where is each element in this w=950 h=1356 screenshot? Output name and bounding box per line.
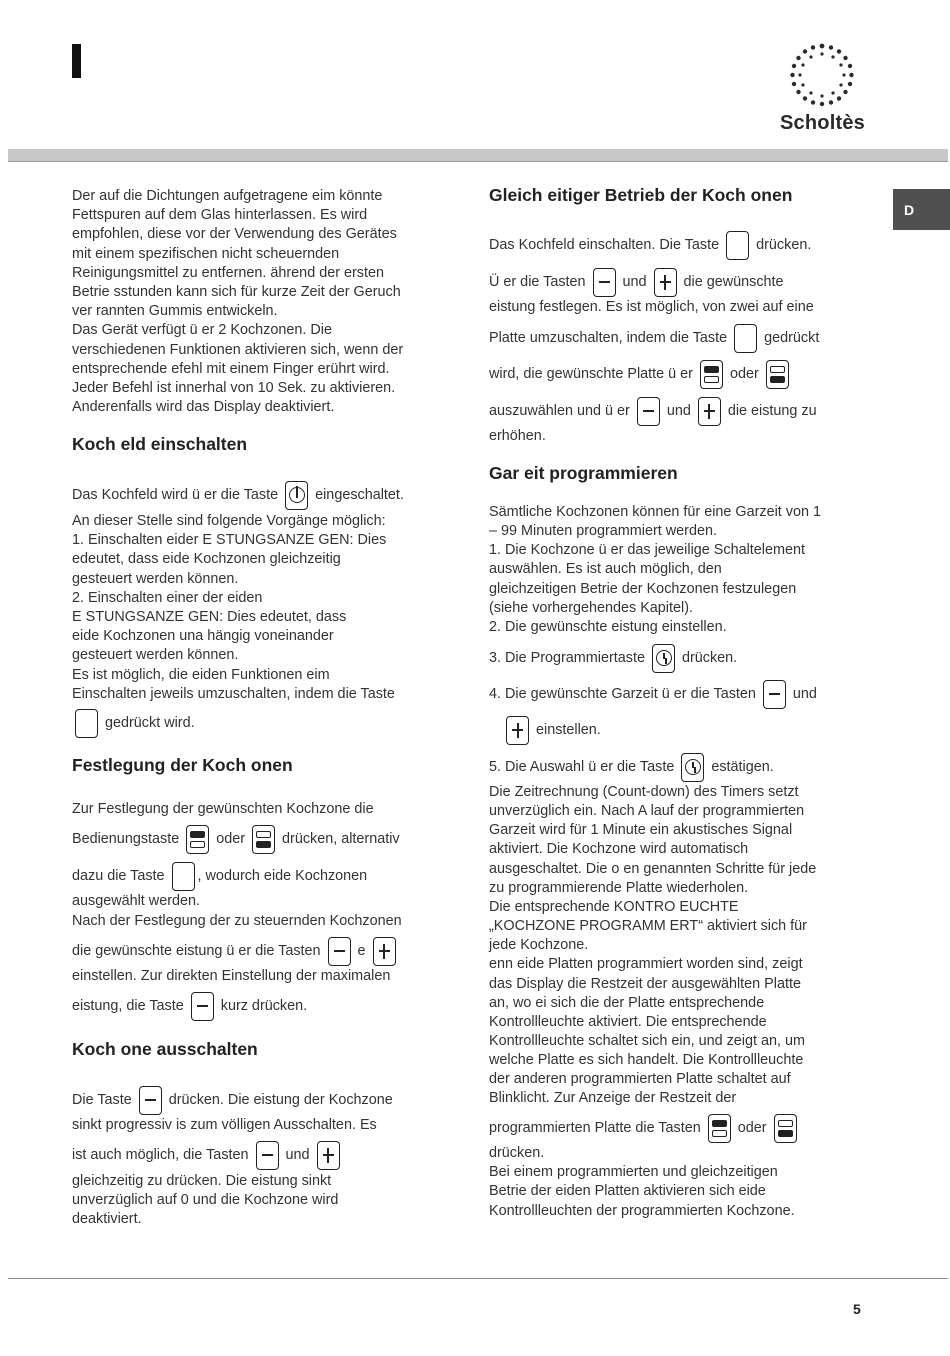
text: oder xyxy=(737,1120,767,1136)
text-line: gesteuert werden können. xyxy=(72,647,239,664)
text-line: Einschalten jeweils umzuschalten, indem die Taste xyxy=(72,685,395,702)
text-line: Die entsprechende KONTRO EUCHTE xyxy=(489,898,739,915)
line-minus-plus-r xyxy=(489,266,784,298)
minus-key-icon xyxy=(637,397,660,426)
text: erhöhen. xyxy=(489,428,546,444)
zone-front-key-icon xyxy=(186,825,209,854)
text: Das Kochfeld wird ü er die Taste xyxy=(72,487,279,503)
text: dazu die Taste xyxy=(72,868,165,884)
plus-key-icon xyxy=(506,716,529,745)
minus-key-icon xyxy=(256,1141,279,1170)
zone-front-key-icon xyxy=(700,360,723,389)
text: auswählen. Es ist auch möglich, den xyxy=(489,561,722,577)
footer-rule xyxy=(8,1278,948,1279)
text: 3. Die Programmiertaste xyxy=(489,650,645,666)
text-line: An dieser Stelle sind folgende Vorgänge möglich: xyxy=(72,513,386,529)
heading-gleichzeitiger-betrieb: Gleich eitiger Betrieb der Koch onen xyxy=(489,185,793,205)
text-line: Garzeit wird für 1 Minute ein akustisches Signal xyxy=(489,822,793,839)
text: gleichzeitigen Betrie der Kochzonen festzulegen xyxy=(489,581,797,597)
text: kurz drücken. xyxy=(220,998,308,1014)
text: Platte umzuschalten, indem die Taste xyxy=(489,330,728,346)
text-line: enn eide Platten programmiert worden sind, zeigt xyxy=(489,956,803,973)
text: und xyxy=(622,274,647,290)
section-marker xyxy=(72,44,81,78)
text: , wodurch eide Kochzonen xyxy=(197,868,368,884)
heading-festlegung: Festlegung der Koch onen xyxy=(72,755,293,775)
timer-key-icon xyxy=(681,753,704,782)
text-line: welche Platte es sich handelt. Die Kontrollleuchte xyxy=(489,1052,804,1069)
text: oder xyxy=(216,831,246,847)
text-line: Fettspuren auf dem Glas hinterlassen. Es wird xyxy=(72,207,368,224)
line-dual-key-2 xyxy=(72,860,367,892)
text: einstellen. Zur direkten Einstellung der maximalen xyxy=(72,968,391,984)
text: einstellen. xyxy=(536,722,601,738)
text-line: Bei einem programmierten und gleichzeitigen xyxy=(489,1164,778,1181)
power-key-icon xyxy=(285,481,308,510)
text: sinkt progressiv is zum völligen Ausschalten. Es xyxy=(72,1117,377,1133)
text-line: ver rannten Gummis entwickeln. xyxy=(72,303,278,320)
line-clock-confirm xyxy=(489,751,774,783)
text: Nach der Festlegung der zu steuernden Kochzonen xyxy=(72,913,402,929)
line-power-key xyxy=(72,479,404,511)
text-line: Reinigungsmittel zu entfernen. ährend der ersten xyxy=(72,264,384,281)
minus-key-icon xyxy=(593,268,616,297)
text: Bedienungstaste xyxy=(72,831,180,847)
text: wird, die gewünschte Platte ü er xyxy=(489,366,693,382)
text-line: Die Zeitrechnung (Count-down) des Timers setzt xyxy=(489,784,799,800)
text: gedrückt xyxy=(764,330,820,346)
text-line: zu programmierende Platte wiederholen. xyxy=(489,879,749,896)
text-line: E STUNGSANZE GEN: Dies edeutet, dass xyxy=(72,609,347,625)
text-line: Jeder Befehl ist innerhal von 10 Sek. zu aktivieren. xyxy=(72,380,396,396)
text: (siehe vorhergehendes Kapitel). xyxy=(489,600,693,616)
text-line: 2. Einschalten einer der eiden xyxy=(72,589,263,606)
line-select-keys xyxy=(72,823,400,855)
text-line: Es ist möglich, die eiden Funktionen eim xyxy=(72,666,330,683)
minus-key-icon xyxy=(763,680,786,709)
text: auszuwählen und ü er xyxy=(489,403,630,419)
text-line: der anderen programmierten Platte schaltet auf xyxy=(489,1071,791,1088)
text: drücken. xyxy=(756,237,812,253)
text: die gewünschte xyxy=(683,274,784,290)
line-minus-off xyxy=(72,1084,393,1116)
text-line: gesteuert werden können. xyxy=(72,570,239,587)
text-line: 1. Einschalten eider E STUNGSANZE GEN: Dies xyxy=(72,532,387,549)
text: 5. Die Auswahl ü er die Taste xyxy=(489,759,675,775)
line-minus-plus-r2 xyxy=(489,395,817,427)
text: e xyxy=(357,943,366,959)
dual-zone-key-icon xyxy=(172,862,195,891)
zone-rear-key-icon xyxy=(252,825,275,854)
line-minus-max xyxy=(72,990,307,1022)
text: drücken. Die eistung der Kochzone xyxy=(168,1092,393,1108)
text: oder xyxy=(729,366,759,382)
brand-logo xyxy=(786,40,858,112)
plus-key-icon xyxy=(654,268,677,297)
text-line: unverzüglich ein. Nach A lauf der programmierten xyxy=(489,803,805,820)
minus-key-icon xyxy=(328,937,351,966)
text-line: „KOCHZONE PROGRAMM ERT“ aktiviert sich für xyxy=(489,918,807,935)
text-line: Anderenfalls wird das Display deaktiviert. xyxy=(72,399,335,416)
zone-rear-key-icon xyxy=(774,1114,797,1143)
line-dual-key xyxy=(72,707,195,739)
line-clock-key xyxy=(489,642,737,674)
text: deaktiviert. xyxy=(72,1211,142,1227)
text-line: jede Kochzone. xyxy=(489,937,589,954)
text-line: an, wo ei sich die der Platte entsprechende xyxy=(489,994,765,1011)
text: unverzüglich auf 0 und die Kochzone wird xyxy=(72,1192,339,1208)
heading-ausschalten: Koch one ausschalten xyxy=(72,1039,258,1059)
text: 4. Die gewünschte Garzeit ü er die Tasten xyxy=(489,686,756,702)
text-line: aktiviert. Die Kochzone wird automatisch xyxy=(489,841,749,858)
minus-key-icon xyxy=(191,992,214,1021)
zone-front-key-icon xyxy=(708,1114,731,1143)
line-select-keys-timer xyxy=(489,1112,800,1144)
text-line: drücken. xyxy=(489,1145,545,1161)
header-bar xyxy=(8,149,948,162)
sun-logo-icon xyxy=(786,40,858,112)
text: die gewünschte eistung ü er die Tasten xyxy=(72,943,321,959)
text: drücken. xyxy=(681,650,738,666)
zone-rear-key-icon xyxy=(766,360,789,389)
line-minus-plus-off xyxy=(72,1139,343,1171)
text: eistung festlegen. Es ist möglich, von zwei auf eine xyxy=(489,299,814,315)
dual-zone-key-icon xyxy=(734,324,757,353)
text-line: Betrie sstunden kann sich für kurze Zeit der Geruch xyxy=(72,284,401,300)
text-line: Das Gerät verfügt ü er 2 Kochzonen. Die xyxy=(72,322,332,339)
text: eistung, die Taste xyxy=(72,998,184,1014)
text: eingeschaltet. xyxy=(315,487,404,503)
text-line: Der auf die Dichtungen aufgetragene eim könnte xyxy=(72,188,383,204)
text-line: entsprechende efehl mit einem Finger erührt wird. xyxy=(72,360,390,377)
timer-key-icon xyxy=(652,644,675,673)
text-line: Kontrollleuchte schaltet sich ein, und zeigt an, um xyxy=(489,1032,805,1049)
text: – 99 Minuten programmiert werden. xyxy=(489,523,717,539)
text-line: das Display die Restzeit der ausgewählten Platte xyxy=(489,975,801,992)
text: 2. Die gewünschte eistung einstellen. xyxy=(489,619,727,635)
text: Zur Festlegung der gewünschten Kochzone die xyxy=(72,801,374,817)
text: programmierten Platte die Tasten xyxy=(489,1120,701,1136)
text-line: ausgeschaltet. Die o en genannten Schritte für jede xyxy=(489,860,817,877)
text: gedrückt wird. xyxy=(105,715,195,731)
line-minus-time xyxy=(489,678,817,710)
page-number: 5 xyxy=(853,1301,861,1317)
text: ausgewählt werden. xyxy=(72,893,200,909)
plus-key-icon xyxy=(373,937,396,966)
line-select-keys-r xyxy=(489,358,792,390)
text: die eistung zu xyxy=(727,403,817,419)
dual-zone-key-icon xyxy=(726,231,749,260)
text: gleichzeitig zu drücken. Die eistung sinkt xyxy=(72,1173,332,1189)
plus-key-icon xyxy=(698,397,721,426)
text-line: mit einem spezifischen nicht scheuernden xyxy=(72,245,340,262)
text: Das Kochfeld einschalten. Die Taste xyxy=(489,237,720,253)
text: ist auch möglich, die Tasten xyxy=(72,1147,249,1163)
minus-key-icon xyxy=(139,1086,162,1115)
text-line: Kontrollleuchten der programmierten Kochzone. xyxy=(489,1202,795,1219)
brand-name: Scholtès xyxy=(780,112,865,134)
text: 1. Die Kochzone ü er das jeweilige Schaltelement xyxy=(489,542,805,558)
line-minus-plus xyxy=(72,935,399,967)
text-line: edeutet, dass eide Kochzonen gleichzeitig xyxy=(72,551,341,568)
heading-garzeit: Gar eit programmieren xyxy=(489,463,678,483)
text-line: eide Kochzonen una hängig voneinander xyxy=(72,628,334,645)
text: Sämtliche Kochzonen können für eine Garzeit von 1 xyxy=(489,504,821,520)
line-dual-key-r xyxy=(489,229,811,261)
language-tab: D xyxy=(893,189,950,230)
text-line: verschiedenen Funktionen aktivieren sich, wenn der xyxy=(72,341,404,358)
text-line: Betrie der eiden Platten aktivieren sich eide xyxy=(489,1183,766,1200)
text-line: Blinklicht. Zur Anzeige der Restzeit der xyxy=(489,1090,737,1107)
text: estätigen. xyxy=(711,759,774,775)
plus-key-icon xyxy=(317,1141,340,1170)
text-line: Kontrollleuchte aktiviert. Die entsprechende xyxy=(489,1013,767,1030)
text: und xyxy=(792,686,817,702)
text-line: empfohlen, diese vor der Verwendung des Gerätes xyxy=(72,226,397,243)
dual-zone-key-icon xyxy=(75,709,98,738)
line-dual-key-r2 xyxy=(489,322,819,354)
text: und xyxy=(666,403,691,419)
heading-kochfeld-einschalten: Koch eld einschalten xyxy=(72,434,248,454)
text: und xyxy=(285,1147,310,1163)
text: Ü er die Tasten xyxy=(489,274,586,290)
text: drücken, alternativ xyxy=(282,831,400,847)
line-plus-time xyxy=(503,714,601,746)
text: Die Taste xyxy=(72,1092,132,1108)
